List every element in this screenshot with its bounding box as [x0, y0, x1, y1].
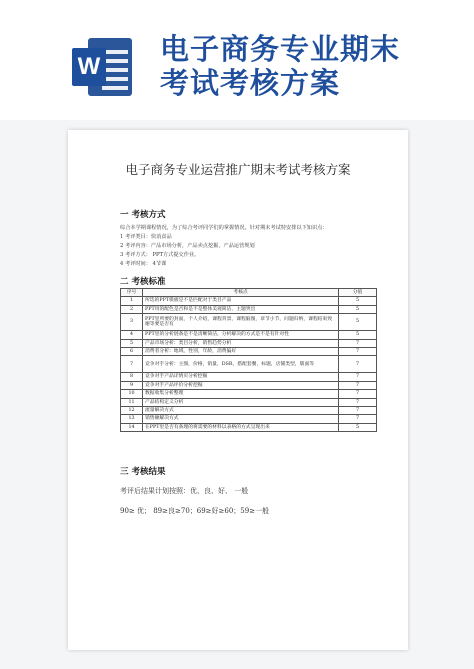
- method-line: 1 考评类目：快消食品: [120, 234, 172, 240]
- column-header: 序号: [121, 289, 143, 297]
- row-point: 流量解决方式: [143, 407, 339, 415]
- row-score: 7: [339, 390, 377, 398]
- row-score: 5: [339, 331, 377, 339]
- table-row: [121, 415, 377, 423]
- row-point: 竞争对手产品评价分析挖掘: [143, 381, 339, 389]
- row-point: 产品结构定义分析: [143, 398, 339, 406]
- table-row: [121, 398, 377, 406]
- row-score: 7: [339, 398, 377, 406]
- row-score: 7: [339, 415, 377, 423]
- row-number: 3: [121, 314, 143, 331]
- row-point: 所选的PPT模板是不是匹配对于类目产品: [143, 297, 339, 305]
- row-number: 8: [121, 373, 143, 381]
- row-point: 竞争对手产品详情页分析挖掘: [143, 373, 339, 381]
- table-row: [121, 356, 377, 373]
- table-row: [121, 348, 377, 356]
- row-score: 5: [339, 305, 377, 313]
- row-number: 5: [121, 339, 143, 347]
- row-number: 10: [121, 390, 143, 398]
- table-row: [121, 423, 377, 431]
- row-score: 5: [339, 314, 377, 331]
- table-row: [121, 331, 377, 339]
- row-score: 7: [339, 373, 377, 381]
- row-score: 5: [339, 297, 377, 305]
- row-number: 1: [121, 297, 143, 305]
- row-number: 7: [121, 356, 143, 373]
- word-icon: [68, 34, 134, 100]
- banner: [0, 0, 474, 120]
- document-page: [68, 130, 408, 650]
- method-line: 2 考评内容：产品市场分析，产品卖点挖掘，产品运营规划: [120, 243, 255, 249]
- section-heading-standard: 二 考核标准: [120, 277, 166, 287]
- method-line: 4 考评时间： 4节课: [120, 261, 167, 267]
- word-logo-letter: W: [72, 48, 106, 86]
- row-number: 12: [121, 407, 143, 415]
- grade-thresholds: 90≥ 优； 89≥良≥70；69≥好≥60；59≥一般: [120, 507, 270, 515]
- row-score: 7: [339, 407, 377, 415]
- row-score: 7: [339, 348, 377, 356]
- row-point: 数据收集分析整理: [143, 390, 339, 398]
- row-score: 7: [339, 339, 377, 347]
- row-number: 2: [121, 305, 143, 313]
- table-row: [121, 407, 377, 415]
- banner-title: [160, 32, 460, 100]
- banner-title-line2: 考试考核方案: [160, 66, 341, 100]
- table-row: [121, 314, 377, 331]
- method-line: 综合本学期课程情况，为了综合考评同学们的掌握情况，针对期末考试特安排以下知识点：: [120, 225, 328, 231]
- table-row: [121, 390, 377, 398]
- row-score: 5: [339, 423, 377, 431]
- table-row: [121, 297, 377, 305]
- row-number: 6: [121, 348, 143, 356]
- section-heading-result: 三 考核结果: [120, 467, 166, 477]
- table-row: [121, 373, 377, 381]
- row-point: 在PPT里是否有条理的将需要的材料以表格的方式呈现出来: [143, 423, 339, 431]
- row-point: 产品市场分析：类目分析，销售趋势分析: [143, 339, 339, 347]
- row-point: PPT里所要的封面，个人介绍，课程背景，课程脑图，章节小节，问题归纳，课程结束致谢等要是否有: [143, 314, 339, 331]
- table-row: [121, 305, 377, 313]
- row-point: PPT里的分析链条是不是清晰简洁，分析解决的方式是不是有针对性: [143, 331, 339, 339]
- column-header: 分值: [339, 289, 377, 297]
- row-number: 13: [121, 415, 143, 423]
- row-number: 11: [121, 398, 143, 406]
- row-number: 14: [121, 423, 143, 431]
- row-point: 消费者分析：地域，性别，年龄，消费偏好: [143, 348, 339, 356]
- column-header: 考核点: [143, 289, 339, 297]
- standards-table: [120, 288, 377, 432]
- table-row: [121, 381, 377, 389]
- row-score: 7: [339, 381, 377, 389]
- row-number: 9: [121, 381, 143, 389]
- table-header-row: [121, 289, 377, 297]
- result-line: 考评后结果计划按照：优、良、好、 一般: [120, 487, 249, 495]
- banner-title-line1: 电子商务专业期末: [160, 32, 401, 66]
- method-line: 3 考评方式： PPT方式提交作业。: [120, 252, 200, 258]
- row-point: 销售额解决方式: [143, 415, 339, 423]
- row-number: 4: [121, 331, 143, 339]
- row-score: 7: [339, 356, 377, 373]
- section-heading-method: 一 考核方式: [120, 210, 166, 220]
- table-row: [121, 339, 377, 347]
- row-point: 竞争对手分析：主图，价格，销量，DSR，搭配套餐，标题，店铺类型，版面等: [143, 356, 339, 373]
- row-point: PPT用的配色是否和是不是整体美观简洁，主题突出: [143, 305, 339, 313]
- document-title: 电子商务专业运营推广期末考试考核方案: [125, 162, 351, 177]
